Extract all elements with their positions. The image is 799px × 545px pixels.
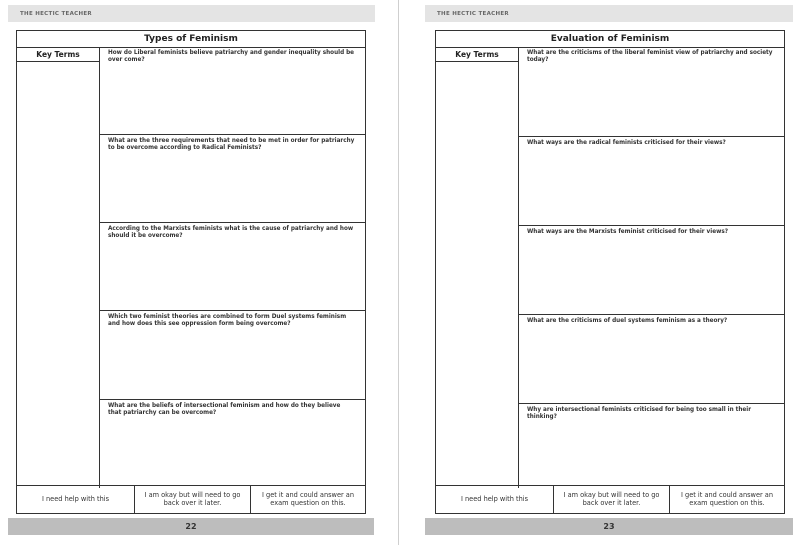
question-text: Which two feminist theories are combined to form Duel systems feminism and how does this see oppression form being overcome? bbox=[108, 314, 347, 328]
question-text: What are the three requirements that need to be met in order for patriarchy to be overcome according to Radical Feminists? bbox=[108, 138, 355, 152]
question-box[interactable] bbox=[518, 404, 784, 488]
question-text: What are the beliefs of intersectional feminism and how do they believe that patriarchy can be overcome? bbox=[108, 403, 341, 417]
question-text: What are the criticisms of the liberal feminist view of patriarchy and society today? bbox=[527, 50, 773, 64]
question-box[interactable] bbox=[99, 223, 365, 311]
rating-got-it[interactable]: I get it and could answer an exam question on this. bbox=[669, 486, 784, 513]
page-header: THE HECTIC TEACHER bbox=[425, 5, 793, 22]
question-list bbox=[99, 47, 365, 488]
key-terms-column[interactable] bbox=[17, 47, 100, 488]
question-box[interactable] bbox=[99, 311, 365, 400]
key-terms-heading: Key Terms bbox=[17, 47, 99, 62]
question-text: What ways are the radical feminists criticised for their views? bbox=[527, 140, 726, 146]
question-box[interactable] bbox=[518, 315, 784, 404]
rating-okay[interactable]: I am okay but will need to go back over it later. bbox=[553, 486, 669, 513]
question-box[interactable] bbox=[99, 47, 365, 135]
rating-need-help[interactable]: I need help with this bbox=[41, 494, 110, 503]
worksheet-title: Evaluation of Feminism bbox=[436, 31, 784, 48]
question-text: How do Liberal feminists believe patriarchy and gender inequality should be over come? bbox=[108, 50, 355, 64]
question-box[interactable] bbox=[99, 400, 365, 488]
page-number: 22 bbox=[8, 518, 374, 535]
worksheet-table bbox=[16, 30, 366, 514]
question-box[interactable] bbox=[518, 226, 784, 315]
page-header: THE HECTIC TEACHER bbox=[8, 5, 375, 22]
rating-okay[interactable]: I am okay but will need to go back over it later. bbox=[134, 486, 250, 513]
question-text: What ways are the Marxists feminist criticised for their views? bbox=[527, 229, 729, 235]
question-text: Why are intersectional feminists criticised for being too small in their thinking? bbox=[527, 407, 752, 421]
question-box[interactable] bbox=[518, 47, 784, 137]
question-box[interactable] bbox=[99, 135, 365, 223]
question-text: According to the Marxists feminists what is the cause of patriarchy and how should it be overcome? bbox=[108, 226, 354, 240]
page-number: 23 bbox=[425, 518, 793, 535]
question-box[interactable] bbox=[518, 137, 784, 226]
worksheet-title: Types of Feminism bbox=[17, 31, 365, 48]
question-text: What are the criticisms of duel systems feminism as a theory? bbox=[527, 318, 728, 324]
key-terms-column[interactable] bbox=[436, 47, 519, 488]
question-list bbox=[518, 47, 784, 488]
rating-need-help[interactable]: I need help with this bbox=[460, 494, 529, 503]
worksheet-page-right bbox=[401, 0, 799, 545]
rating-got-it[interactable]: I get it and could answer an exam question on this. bbox=[250, 486, 365, 513]
self-assessment-row bbox=[436, 485, 784, 513]
worksheet-page-left bbox=[0, 0, 398, 545]
worksheet-table bbox=[435, 30, 785, 514]
self-assessment-row bbox=[17, 485, 365, 513]
page-divider bbox=[398, 0, 399, 545]
key-terms-heading: Key Terms bbox=[436, 47, 518, 62]
